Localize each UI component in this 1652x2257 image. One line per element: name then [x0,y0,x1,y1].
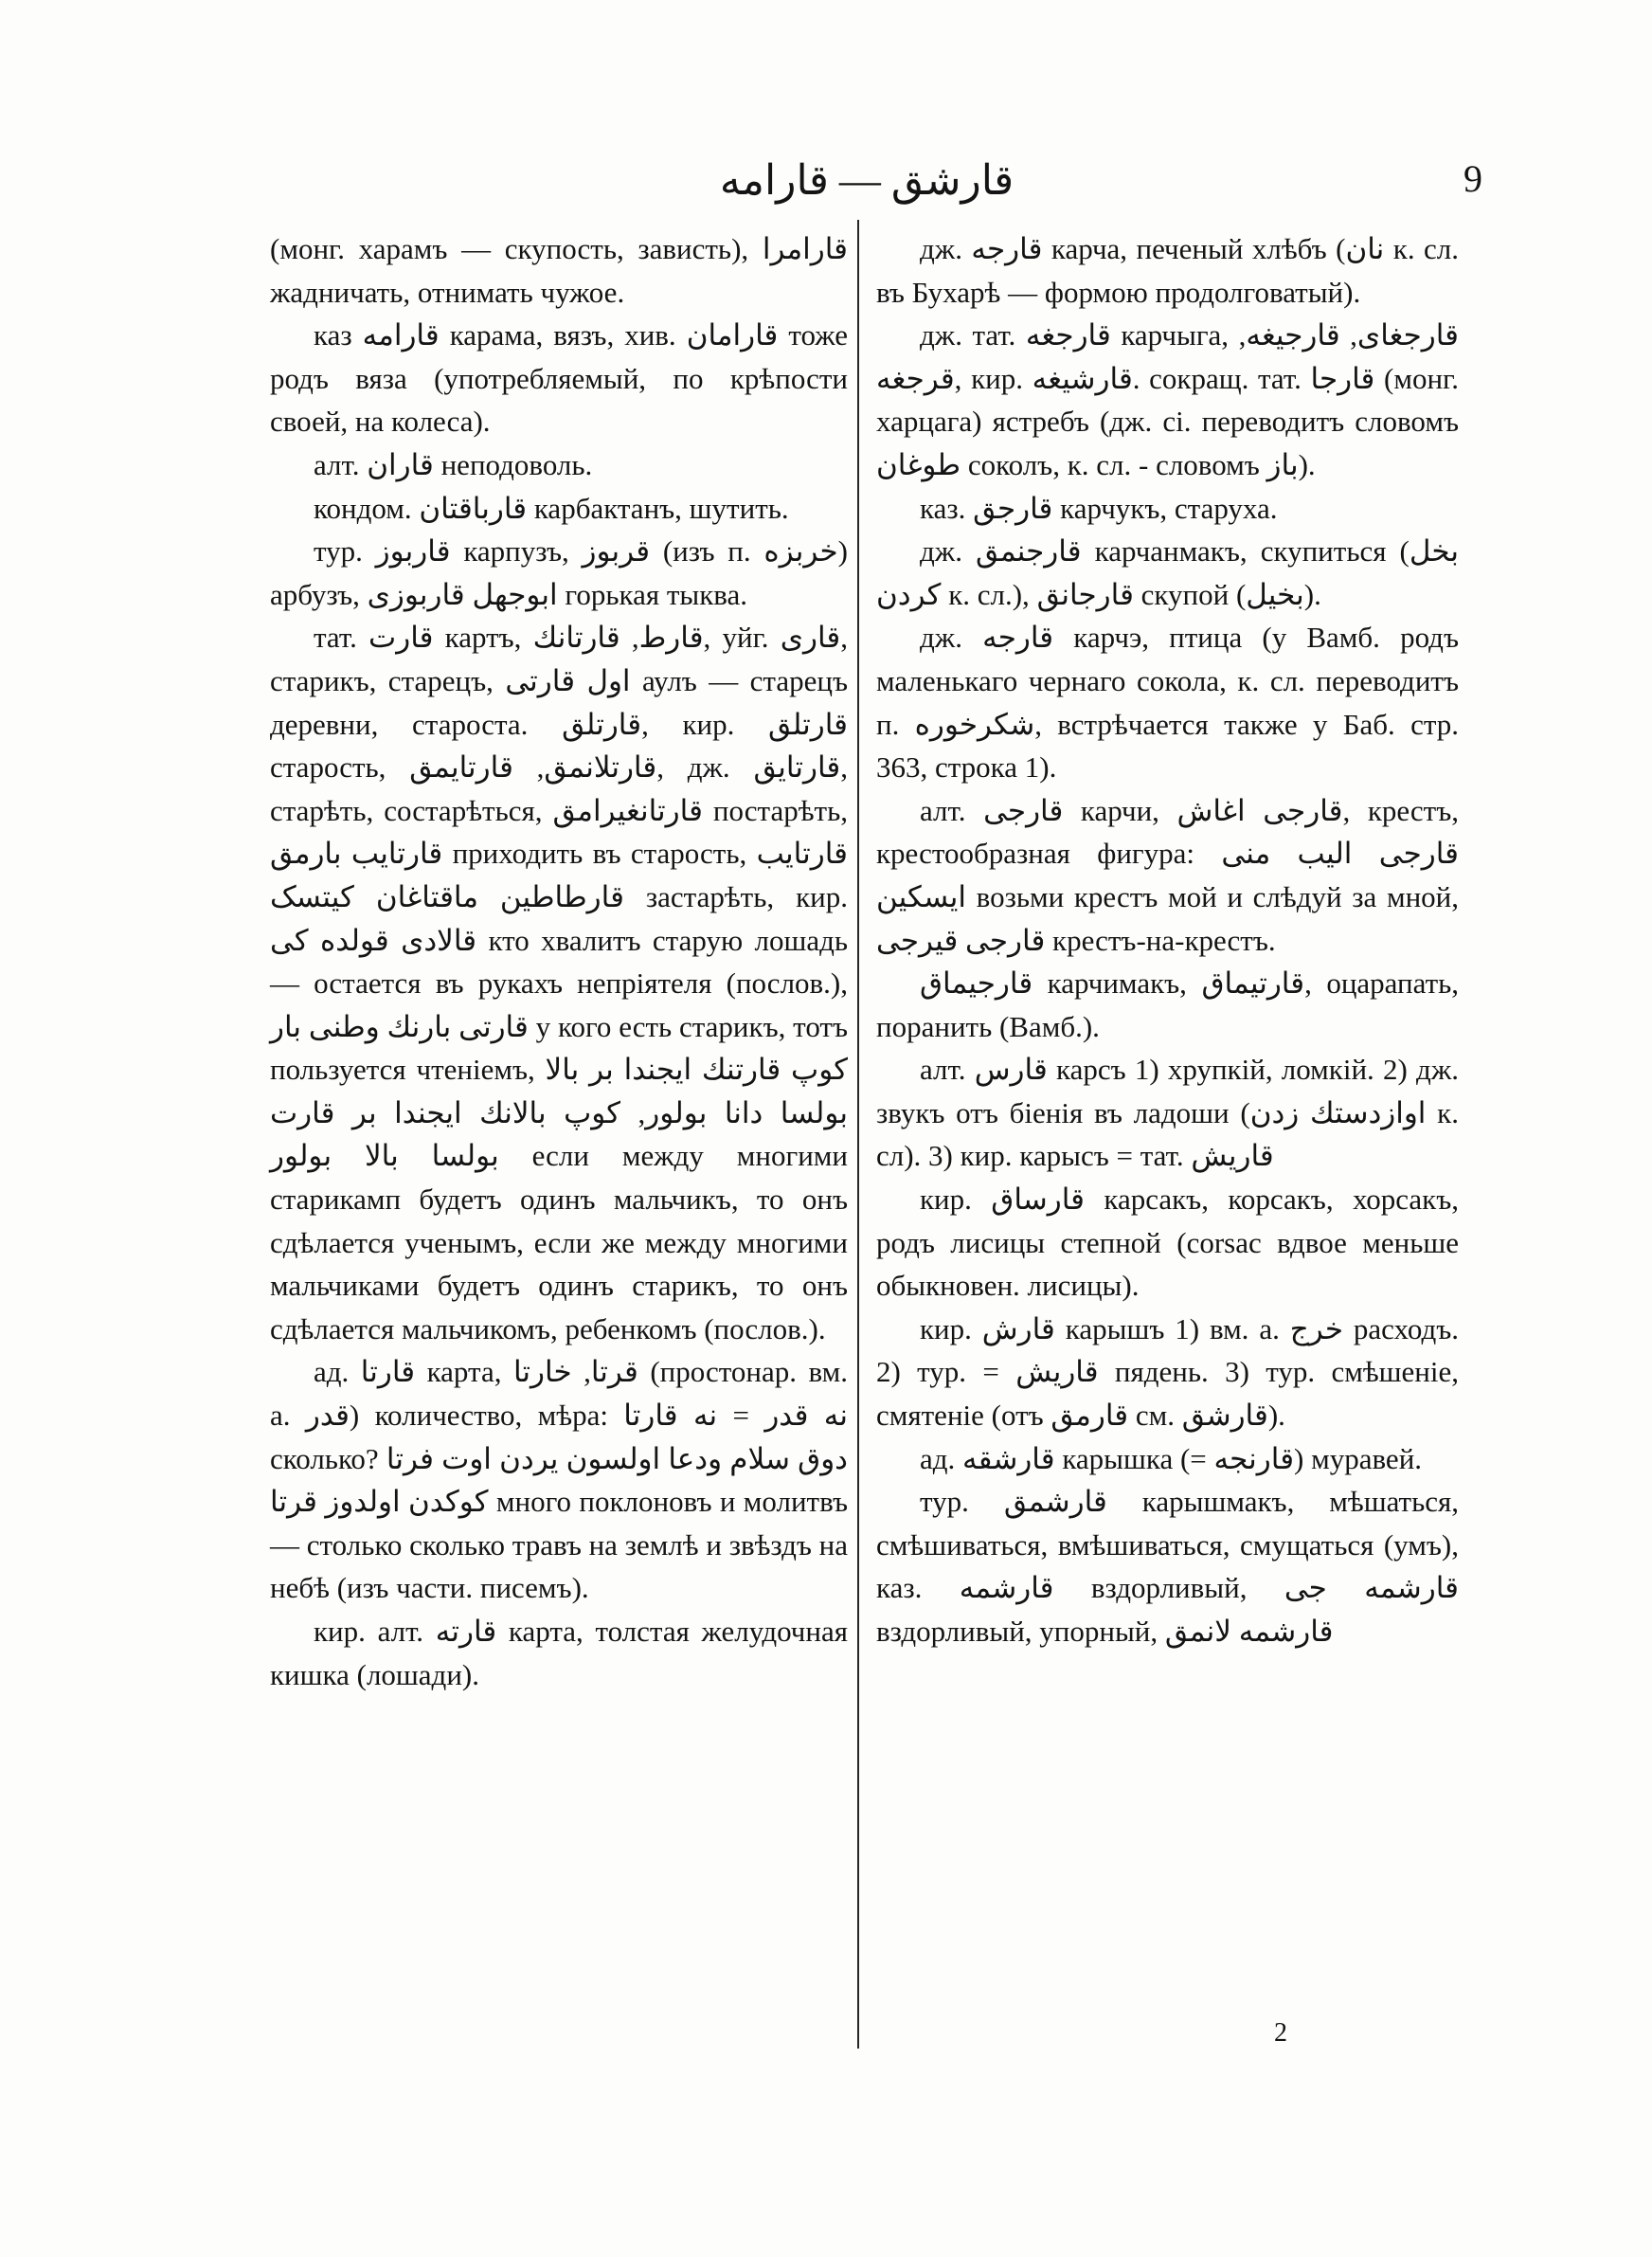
dictionary-entry: кондом. قارباقتان карбактанъ, шутить. [314,491,789,525]
dictionary-entry: алт. قارس карсъ 1) хрупкій, ломкій. 2) дж. звукъ отъ біенія въ ладоши (اوازدستك زدن к. сл). 3) кир. карысъ = тат. قاریش [876,1053,1459,1173]
dictionary-entry: قارجیماق карчимакъ, قارتیماق, оцарапать, поранить (Вамб.). [876,966,1460,1043]
dictionary-entry: каз قارامه карама, вязъ, хив. قارامان тоже родъ вяза (употребляемый, по крѣпости своей, на колеса). [270,318,848,439]
column-divider [857,220,859,2049]
dictionary-entry: ад. قارتا карта, قرتا, خارتا (простонар. вм. а. قدر) количество, мѣра: نه قدر = نه قارتا сколько? دوق سلام ودعا اولسون یردن اوت فرتا کوکدن اولدوز قرتا много поклоновъ и молитвъ — столько сколько травъ на землѣ и звѣздъ на небѣ (изъ части. писемъ). [270,1355,849,1605]
dictionary-entry: тат. قارت картъ, قارط, قارتانك, уйг. قاری, старикъ, старецъ, اول قارتی аулъ — старецъ деревни, староста. قارتلق, кир. قارتلق старость, قارتلانمق, قارتایمق, дж. قارتایق, старѣть, состарѣться, قارتانغیرامق постарѣть, قارتایب بارمق приходить въ старость, قارتایب قارطاطین ماقتاغان کیتسک застарѣть, кир. قالادی قولده کی кто хвалитъ старую лошадь — остается въ рукахъ непріятеля (послов.), قارتی بارنك وطنی بار у кого есть старикъ, тотъ пользуется чтеніемъ, کوپ قارتنك ایجندا بر بالا بولسا دانا بولور, کوپ بالانك ایجندا بر قارت بولسا بالا بولور если между многими старикамп будетъ одинъ мальчикъ, то онъ сдѣлается ученымъ, если же между многими мальчиками будетъ одинъ старикъ, то онъ сдѣлается мальчикомъ, ребенкомъ (послов.). [270,621,849,1345]
dictionary-entry: тур. قاربوز карпузъ, قربوز (изъ п. خربزه) арбузъ, ابوجهل قاربوزی горькая тыква. [270,534,848,611]
left-column [270,227,848,1696]
dictionary-entry: кир. قارساق карсакъ, корсакъ, хорсакъ, родъ лисицы степной (corsac вдвое меньше обыкновен. лисицы). [876,1183,1459,1303]
dictionary-entry: дж. قارجنمق карчанмакъ, скупиться (بخل کردن к. сл.), قارجانق скупой (بخیل). [876,534,1459,611]
dictionary-entry: тур. قارشمق карышмакъ, мѣшаться, смѣшиваться, вмѣшиваться, смущаться (умъ), каз. قارشمه вздорливый, قارشمه جی вздорливый, упорный, قارشمه لانمق [876,1485,1459,1648]
dictionary-entry: алт. قارجی карчи, قارجی اغاش, крестъ, крестообразная фигура: قارجی الیب منی ایسکین возьми крестъ мой и слѣдуй за мной, قارجی قیرجی крестъ-на-крестъ. [876,793,1459,957]
dictionary-entry: дж. тат. قارجغه карчыга, قارجغای, قارجیغه, قرجغه, кир. قارشیغه. сокращ. тат. قارجا (монг. харцага) ястребъ (дж. сі. переводитъ словомъ طوغان соколъ, к. сл. - словомъ باز). [876,318,1460,481]
dictionary-entry: алт. قاران неподоволь. [314,447,593,481]
dictionary-entry: дж. قارجه карчэ, птица (у Вамб. родъ маленькаго чернаго сокола, к. сл. переводитъ п. شکرخوره, встрѣчается также у Баб. стр. 363, строка 1). [876,621,1460,785]
dictionary-entry: ад. قارشقه карышка (= قارنجه) муравей. [920,1441,1423,1475]
page-number: 9 [1463,157,1482,200]
dictionary-entry: (монг. харамъ — скупость, зависть), قارامرا жадничать, отнимать чужое. [270,232,848,309]
signature-mark: 2 [1274,2018,1287,2048]
dictionary-entry: каз. قارجق карчукъ, старуха. [920,491,1278,525]
dictionary-entry: дж. قارجه карча, печеный хлѣбъ (نان к. сл. въ Бухарѣ — формою продолговатый). [876,232,1459,309]
dictionary-entry: кир. алт. قارته карта, толстая желудочная кишка (лошади). [270,1615,848,1691]
page-header [270,156,1482,213]
right-column [876,227,1459,1653]
running-head: قارشق — قارامه [719,157,1015,204]
dictionary-entry: кир. قارش карышъ 1) вм. а. خرج расходъ. 2) тур. = قاریش пядень. 3) тур. смѣшеніе, смятеніе (отъ قارمق см. قارشق). [876,1311,1460,1433]
